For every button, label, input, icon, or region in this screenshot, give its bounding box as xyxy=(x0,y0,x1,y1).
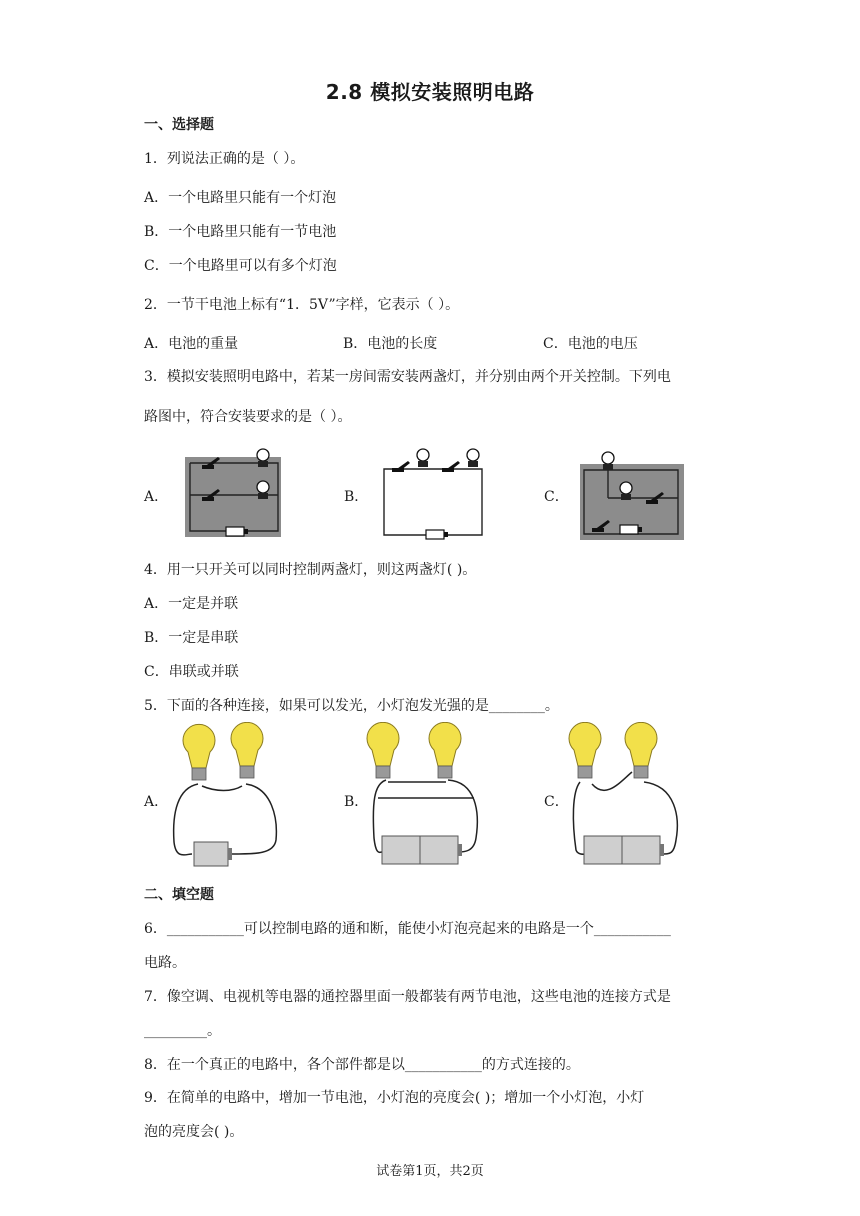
question-2-option-a: A．电池的重量 xyxy=(144,336,239,352)
question-2-option-c: C．电池的电压 xyxy=(543,336,638,352)
question-4-stem: 4．用一只开关可以同时控制两盏灯，则这两盏灯( )。 xyxy=(144,562,477,578)
section-heading-fill: 二、填空题 xyxy=(144,887,214,903)
question-5-label-b: B． xyxy=(344,794,369,810)
question-2-stem: 2．一节干电池上标有“1．5V”字样，它表示（ ）。 xyxy=(144,297,460,313)
question-3-label-c: C． xyxy=(544,489,569,505)
circuit-diagram-c xyxy=(578,446,686,542)
question-1-stem: 1．列说法正确的是（ ）。 xyxy=(144,151,305,167)
page-footer: 试卷第1页，共2页 xyxy=(376,1164,484,1179)
question-1-option-a: A．一个电路里只能有一个灯泡 xyxy=(144,190,337,206)
question-2-option-b: B．电池的长度 xyxy=(343,336,438,352)
question-5-label-c: C． xyxy=(544,794,569,810)
question-9-line-1: 9．在简单的电路中，增加一节电池，小灯泡的亮度会( )；增加一个小灯泡，小灯 xyxy=(144,1090,645,1106)
question-8-line-1: 8．在一个真正的电路中，各个部件都是以___________的方式连接的。 xyxy=(144,1057,580,1073)
question-4-option-b: B．一定是串联 xyxy=(144,630,239,646)
bulb-circuit-a xyxy=(166,722,286,872)
question-3-stem-line-1: 3．模拟安装照明电路中，若某一房间需安装两盏灯，并分别由两个开关控制。下列电 xyxy=(144,369,671,385)
bulb-circuit-b xyxy=(364,722,488,872)
question-7-line-2: _________。 xyxy=(144,1023,221,1039)
question-1-option-c: C．一个电路里可以有多个灯泡 xyxy=(144,258,337,274)
question-3-stem-line-2: 路图中，符合安装要求的是（ ）。 xyxy=(144,409,352,425)
question-4-option-c: C．串联或并联 xyxy=(144,664,239,680)
question-5-stem: 5．下面的各种连接，如果可以发光，小灯泡发光强的是________。 xyxy=(144,698,559,714)
question-4-option-a: A．一定是并联 xyxy=(144,596,239,612)
question-6-line-1: 6．___________可以控制电路的通和断，能使小灯泡亮起来的电路是一个___________ xyxy=(144,921,671,937)
question-6-line-2: 电路。 xyxy=(144,955,186,971)
circuit-diagram-a xyxy=(180,443,286,539)
question-7-line-1: 7．像空调、电视机等电器的通控器里面一般都装有两节电池，这些电池的连接方式是 xyxy=(144,989,671,1005)
question-3-label-a: A． xyxy=(144,489,169,505)
circuit-diagram-b xyxy=(378,443,486,543)
question-3-label-b: B． xyxy=(344,489,369,505)
question-9-line-2: 泡的亮度会( )。 xyxy=(144,1124,244,1140)
question-5-label-a: A． xyxy=(144,794,169,810)
section-heading-choice: 一、选择题 xyxy=(144,117,214,133)
question-1-option-b: B．一个电路里只能有一节电池 xyxy=(144,224,337,240)
page-title: 2.8 模拟安装照明电路 xyxy=(325,80,535,104)
bulb-circuit-c xyxy=(566,722,690,872)
